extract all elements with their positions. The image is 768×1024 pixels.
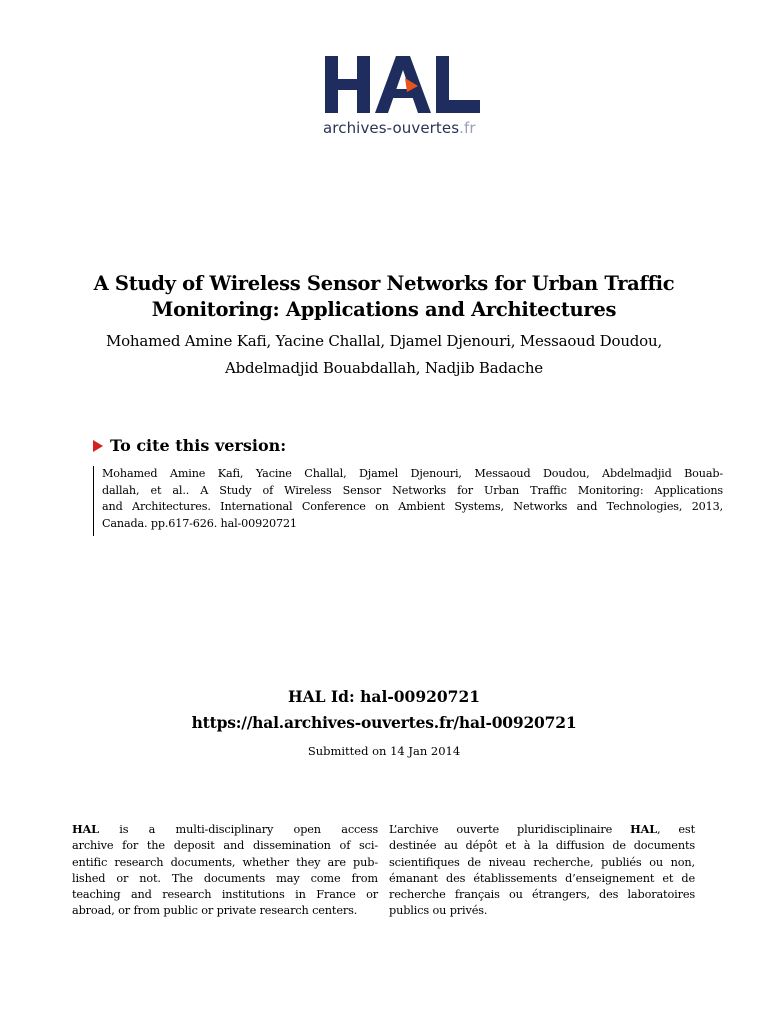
notice-hal-bold: HAL	[630, 822, 658, 836]
notice-line: publics ou privés.	[389, 904, 488, 918]
authors-line: Mohamed Amine Kafi, Yacine Challal, Djamel Djenouri, Messaoud Doudou,	[105, 332, 663, 350]
hal-logo-subtitle	[323, 119, 476, 137]
notice-line	[389, 821, 695, 838]
notice-english	[72, 821, 378, 920]
notice-first-rest: is a multi-disciplinary open access	[119, 823, 379, 836]
hal-url-link[interactable]: https://hal.archives-ouvertes.fr/hal-00920721	[191, 713, 577, 732]
citation-block	[93, 466, 723, 536]
paper-title-line: Monitoring: Applications and Architectures	[151, 298, 617, 321]
notice-line: scientifiques de niveau recherche, publiés ou non,	[389, 855, 695, 869]
notice-line: recherche français ou étrangers, des laboratoires	[389, 888, 695, 902]
notice-line: entific research documents, whether they are pub-	[72, 855, 378, 869]
logo-subtitle-tld: .fr	[459, 119, 476, 137]
notice-line: émanant des établissements d’enseignement et de	[389, 871, 695, 885]
notice-line: lished or not. The documents may come from	[72, 871, 378, 885]
hal-id: HAL Id: hal-00920721	[287, 687, 481, 706]
paper-title-line: A Study of Wireless Sensor Networks for Urban Traffic	[93, 272, 675, 295]
citation-line: dallah, et al.. A Study of Wireless Sensor Networks for Urban Traffic Monitoring: Applications	[102, 483, 723, 497]
citation-line: Mohamed Amine Kafi, Yacine Challal, Djamel Djenouri, Messaoud Doudou, Abdelmadjid Bouab-	[102, 467, 723, 480]
notice-first-post: , est	[657, 823, 695, 836]
logo-subtitle-main: archives-ouvertes	[323, 119, 460, 137]
notice-line: archive for the deposit and dissemination of sci-	[72, 839, 378, 853]
notice-line: abroad, or from public or private research centers.	[72, 904, 358, 918]
cite-heading	[93, 436, 286, 455]
notice-first-pre: L’archive ouverte pluridisciplinaire	[389, 823, 613, 836]
citation-line: and Architectures. International Conference on Ambient Systems, Networks and Technologies, 2013,	[102, 500, 723, 513]
triangle-right-icon	[93, 440, 103, 452]
hal-logo-mark	[323, 50, 488, 120]
authors-line: Abdelmadjid Bouabdallah, Nadjib Badache	[225, 359, 543, 377]
paper-title	[60, 271, 708, 323]
paper-authors	[60, 328, 708, 382]
notice-line: teaching and research institutions in France or	[72, 888, 378, 902]
cite-heading-text: To cite this version:	[110, 436, 287, 455]
notice-hal-bold: HAL	[72, 822, 99, 836]
notice-line: destinée au dépôt et à la diffusion de documents	[389, 839, 695, 853]
citation-line: Canada. pp.617-626. hal-00920721	[102, 516, 297, 530]
notice-french	[389, 821, 695, 920]
submission-date: Submitted on 14 Jan 2014	[307, 744, 461, 758]
notice-line	[72, 821, 378, 838]
